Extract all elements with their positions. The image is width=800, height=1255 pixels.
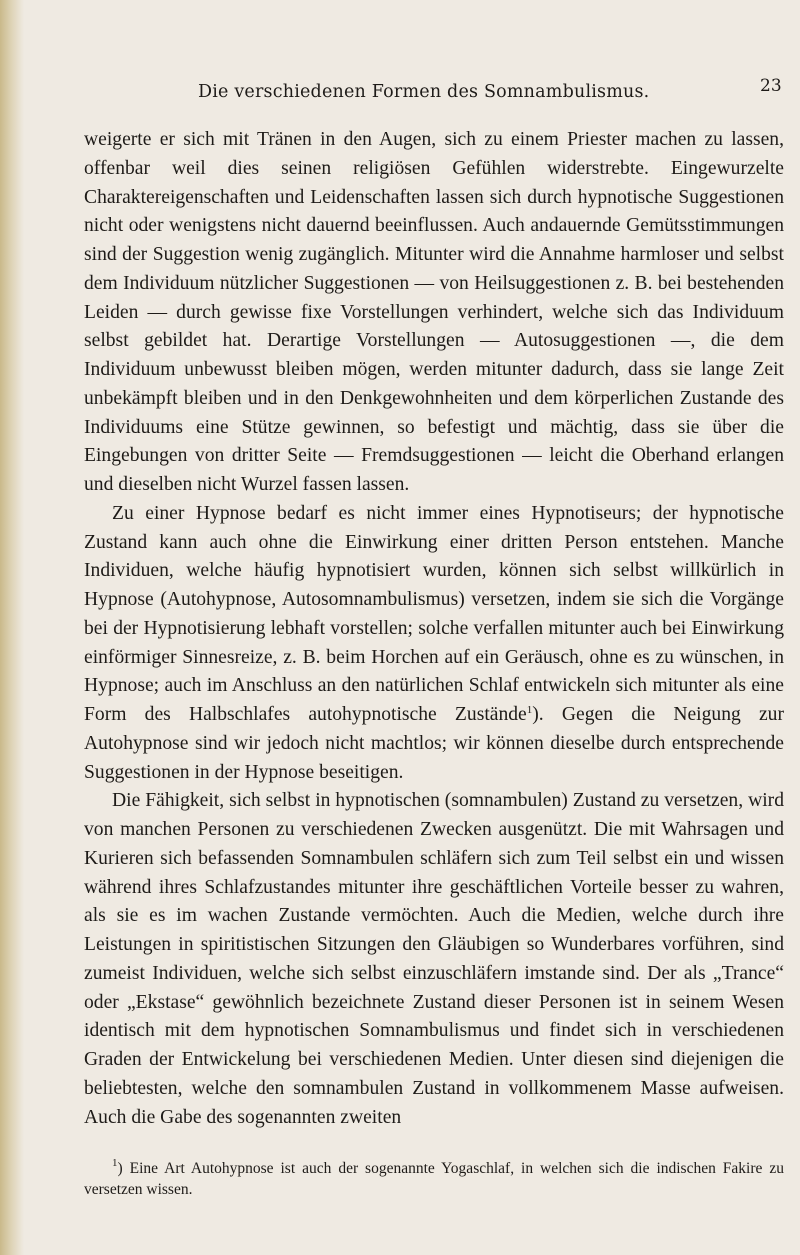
paragraph-2 [84,500,784,788]
paragraph-2-text-continued: ). Gegen die Neigung zur Autohypnose sind wir jedoch nicht machtlos; wir können dieselbe durch entsprechende Suggestionen in der Hypnose beseitigen. [84,704,785,783]
footnote-text: ) Eine Art Autohypnose ist auch der sogenannte Yogaschlaf, in welchen sich die indischen Fakire zu versetzen wissen. [84,1160,784,1198]
footnote-mark: 1 [112,1157,118,1169]
paragraph-3 [84,787,784,1132]
paragraph-3-text: Die Fähigkeit, sich selbst in hypnotischen (somnambulen) Zustand zu versetzen, wird von manchen Personen zu verschiedenen Zwecken ausgenützt. Die mit Wahrsagen und Kurieren sich befassenden Somnambulen schläfern sich zum Teil selbst ein und wissen während ihres Schlafzustandes mitunter ihre geschäftlichen Vorteile besser zu wahren, als sie es im wachen Zustande vermöchten. Auch die Medien, welche durch ihre Leistungen in spiritistischen Sitzungen den Gläubigen so Wunderbares vorführen, sind zumeist Individuen, welche sich selbst einzuschläfern imstande sind. Der als „Trance“ oder „Ekstase“ gewöhnlich bezeichnete Zustand dieser Personen ist in seinem Wesen identisch mit dem hypnotischen Somnambulismus und findet sich in verschiedenen Graden der Entwickelung bei verschiedenen Medien. Unter diesen sind diejenigen die beliebtesten, welche den somnambulen Zustand in vollkommenem Masse aufweisen. Auch die Gabe des sogenannten zweiten [84,790,784,1128]
paragraph-1 [84,126,784,500]
running-head [34,76,800,106]
running-head-title: Die verschiedenen Formen des Somnambulismus. [198,82,650,102]
footnote-reference: 1 [526,704,533,716]
book-gutter-shadow [0,0,24,1255]
book-page [34,0,800,1255]
footnote [84,1158,784,1200]
page-number: 23 [760,76,782,96]
paragraph-2-text: Zu einer Hypnose bedarf es nicht immer eines Hypnotiseurs; der hypnotische Zustand kann auch ohne die Einwirkung einer dritten Person entstehen. Manche Individuen, welche häufig hypnotisiert wurden, können sich selbst willkürlich in Hypnose (Autohypnose, Autosomnambulismus) versetzen, indem sie sich die Vorgänge bei der Hypnotisierung lebhaft vorstellen; solche verfallen mitunter auch bei Einwirkung einförmiger Sinnesreize, z. B. beim Horchen auf ein Geräusch, ohne es zu wünschen, in Hypnose; auch im Anschluss an den natürlichen Schlaf entwickeln sich mitunter als eine Form des Halbschlafes autohypnotische Zustände [84,502,784,725]
body-text [84,126,784,1132]
paragraph-1-text: weigerte er sich mit Tränen in den Augen, sich zu einem Priester machen zu lassen, offenbar weil dies seinen religiösen Gefühlen widerstrebte. Eingewurzelte Charaktereigenschaften und Leidenschaften lassen sich durch hypnotische Suggestionen nicht oder wenigstens nicht dauernd beeinflussen. Auch andauernde Gemütsstimmungen sind der Suggestion wenig zugänglich. Mitunter wird die Annahme harmloser und selbst dem Individuum nützlicher Suggestionen — von Heilsuggestionen z. B. bei bestehenden Leiden — durch gewisse fixe Vorstellungen verhindert, welche sich das Individuum selbst gebildet hat. Derartige Vorstellungen — Autosuggestionen —, die dem Individuum unbewusst bleiben mögen, werden mitunter dadurch, dass sie lange Zeit unbekämpft bleiben und in den Denkgewohnheiten und dem körperlichen Zustande des Individuums eine Stütze gewinnen, so befestigt und mächtig, dass sie über die Eingebungen von dritter Seite — Fremdsuggestionen — leicht die Oberhand erlangen und dieselben nicht Wurzel fassen lassen. [84,129,784,495]
